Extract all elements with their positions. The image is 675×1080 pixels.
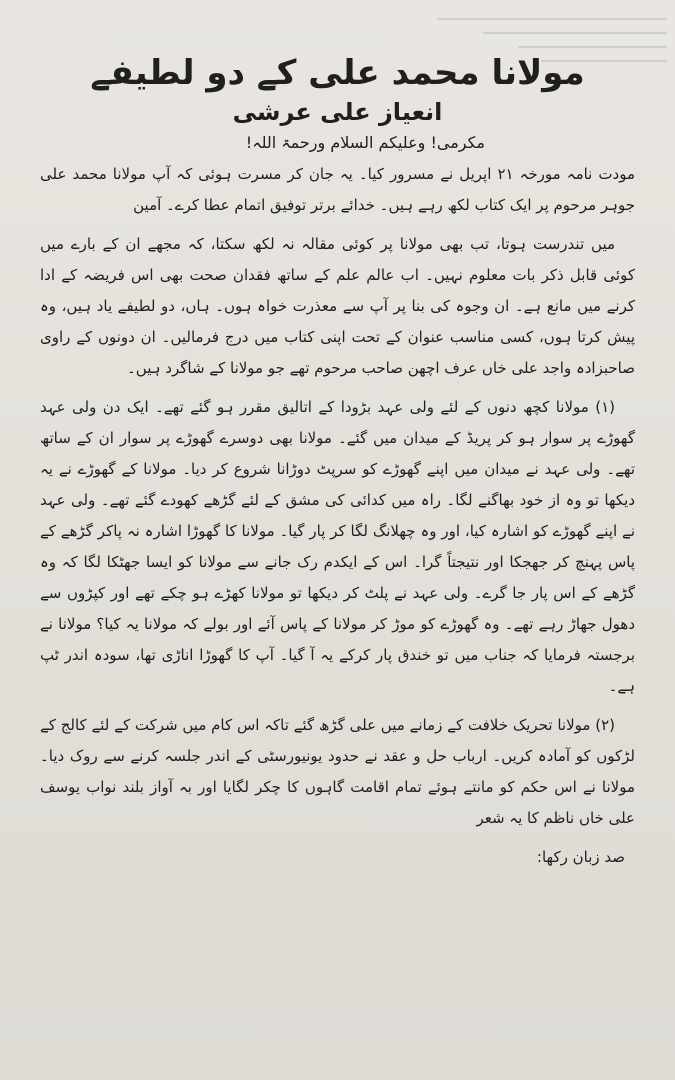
paragraph-intro: مودت نامہ مورخہ ۲۱ اپریل نے مسرور کیا۔ یہ جان کر مسرت ہوئی کہ آپ مولانا محمد علی جوہر مرحوم پر ایک کتاب لکھ رہے ہیں۔ خدائے برتر توفیق اتمام عطا کرے۔ آمین	[40, 165, 635, 215]
paragraph-anecdote-1: (۱) مولانا کچھ دنوں کے لئے ولی عہد بڑودا کے اتالیق مقرر ہو گئے تھے۔ ایک دن ولی عہد گھوڑے پر سوار ہو کر پریڈ کے میدان میں گئے۔ مولانا بھی دوسرے گھوڑے پر سوار ان کے ساتھ تھے۔ ولی عہد نے میدان میں اپنے گھوڑے کو سرپٹ دوڑانا شروع کر دیا۔ مولانا کے گھوڑے نے یہ دیکھا تو وہ از خود بھاگنے لگا۔ راہ میں کدائی کی مشق کے لئے گڑھے کھودے گئے تھے۔ ولی عہد نے اپنے گھوڑے کو اشارہ کیا، اور وہ چھلانگ لگا کر پار گیا۔ مولانا کا گھوڑا اشارہ نہ پاکر گڑھے کے پاس پہنچ کر جھجکا اور نتیجتاً گرا۔ اس کے ایکدم رک جانے سے مولانا کو ایسا جھٹکا لگا کہ وہ گڑھے کے اس پار جا گرے۔ ولی عہد نے پلٹ کر دیکھا تو مولانا کھڑے ہو چکے تھے اور کپڑوں سے دھول جھاڑ رہے تھے۔ وہ گھوڑے کو موڑ کر مولانا کے پاس آئے اور بولے کہ مولانا یہ کیا؟ مولانا نے برجستہ فرمایا کہ جناب میں تو خندق پار کرکے یہ آ گیا۔ آپ کا گھوڑا اناڑی تھا، سودہ اندر ٹپ ہے۔	[40, 398, 635, 696]
greeting-line: مکرمی! وعلیکم السلام ورحمۃ اللہ!	[245, 133, 485, 153]
document-author: انعیاز علی عرشی	[232, 98, 443, 127]
paragraph-apology: میں تندرست ہوتا، تب بھی مولانا پر کوئی مقالہ نہ لکھ سکتا، کہ مجھے ان کے بارے میں کوئی قابل ذکر بات معلوم نہیں۔ اب عالم علم کے ساتھ فقدان صحت بھی اس فریضہ کے ادا کرنے میں مانع ہے۔ ان وجوہ کی بنا پر آپ سے معذرت خواہ ہوں۔ ہاں، دو لطیفے یاد ہیں، وہ پیش کرتا ہوں، کسی مناسب عنوان کے تحت اپنی کتاب میں درج فرمالیں۔ ان دونوں کے راوی صاحبزادہ واجد علی خاں عرف اچھن صاحب مرحوم تھے جو مولانا کے شاگرد ہیں۔	[40, 235, 635, 378]
document-title: مولانا محمد علی کے دو لطیفے	[90, 53, 585, 93]
paragraph-anecdote-2: (۲) مولانا تحریک خلافت کے زمانے میں علی گڑھ گئے تاکہ اس کام میں شرکت کے لئے کالج کے لڑکوں کو آمادہ کریں۔ ارباب حل و عقد نے حدود یونیورسٹی کے اندر جلسہ کرنے سے روک دیا۔ مولانا نے اس حکم کو مانتے ہوئے تمام اقامت گاہوں کا چکر لگایا اور بہ آواز بلند نواب یوسف علی خاں ناظم کا یہ شعر	[40, 716, 635, 828]
quote-intro: صد زبان رکھا:	[536, 848, 625, 867]
document-body	[40, 55, 635, 1070]
